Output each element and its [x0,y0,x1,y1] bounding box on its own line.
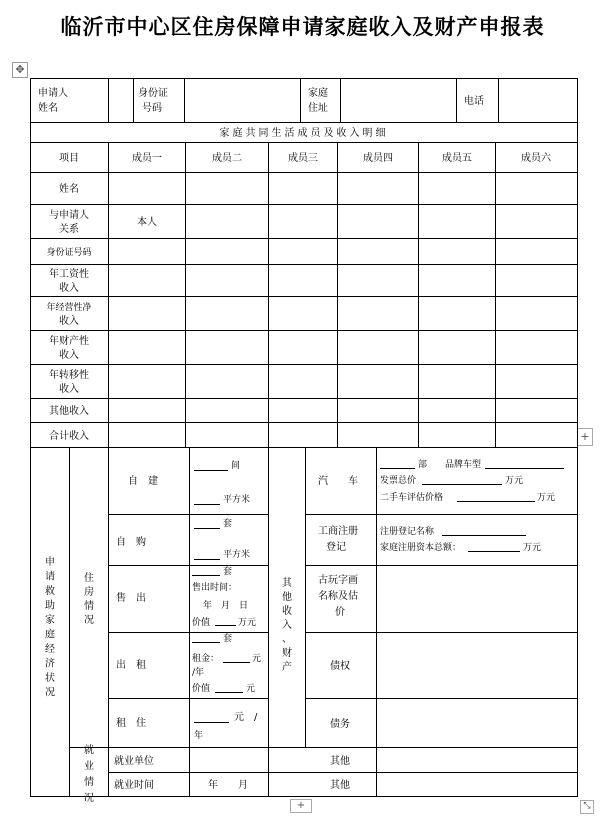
business-reg-label: 工商注册 [318,526,358,537]
row-property: 年财产性 [49,336,89,347]
antique-label: 古玩字画 [318,575,358,586]
reg-name-label: 注册登记名称 [380,527,435,537]
section-title: 家庭共同生活成员及收入明细 [219,128,389,139]
antique-label-2: 名称及估 [318,591,358,602]
home-address-label-2: 住址 [308,103,328,114]
home-address-label: 家庭 [308,88,328,99]
item-header: 项目 [59,153,79,164]
row-name: 姓名 [59,184,79,195]
second-hand-label: 二手车评估价格 [380,493,444,503]
econ-vertical-label: 申请救助家庭经济状况 [45,556,55,699]
other-assets-1-label: 其他 [330,756,350,767]
purchased-sets-unit: 套 [223,519,233,529]
sold-value-unit: 万元 [238,618,257,628]
resize-icon[interactable]: ⤡ [580,800,594,814]
row-other-income: 其他收入 [49,406,89,417]
employment-time-label: 就业时间 [114,780,154,791]
employer-label: 就业单位 [114,756,154,767]
housing-vertical-label: 住房情况 [84,573,94,626]
sold-time-label: 售出时间： [192,583,238,593]
row-relation-2: 关系 [59,224,79,235]
other-assets-vertical-label: 其他收入、财产 [282,578,292,673]
phone-label: 电话 [464,96,484,107]
rent-value-unit: 元 [246,684,256,694]
member-1-header: 成员一 [132,153,162,164]
applicant-name-label: 申请人 [38,88,68,99]
rent-value-label: 价值 [192,684,211,694]
claims-label: 债权 [330,661,350,672]
rent-in-label: 租 住 [116,718,146,729]
row-total-income: 合计收入 [49,431,89,442]
reg-capital-unit: 万元 [523,543,542,553]
employment-vertical-label: 就业情况 [84,745,94,804]
self-built-area-unit: 平方米 [223,495,251,505]
sold-value-label: 价值 [192,618,211,628]
self-built-label: 自 建 [128,476,158,487]
add-row-plus-icon[interactable]: + [290,799,312,813]
id-number-label: 身份证 [138,88,168,99]
row-transfer: 年转移性 [49,370,89,381]
rent-year: /年 [192,668,205,678]
rent-label: 租金： [192,654,220,664]
row-wage-2: 收入 [59,283,79,294]
invoice-label: 发票总价 [380,476,417,486]
relation-value: 本人 [137,217,157,228]
move-icon[interactable]: ✥ [12,62,28,78]
row-transfer-2: 收入 [59,384,79,395]
row-business: 年经营性净 [46,303,92,313]
member-2-header: 成员二 [212,153,242,164]
rent-out-sets-unit: 套 [223,634,233,644]
sold-date: 年 月 日 [203,601,249,611]
employment-time-value: 年 月 [208,780,248,791]
invoice-unit: 万元 [505,476,524,486]
self-built-rooms-unit: 间 [231,461,241,471]
applicant-name-label-2: 姓名 [38,103,58,114]
member-4-header: 成员四 [363,153,393,164]
car-brand-label: 品牌车型 [445,460,482,470]
other-assets-2-label: 其他 [330,780,350,791]
add-column-plus-icon[interactable]: + [577,428,593,446]
member-3-header: 成员三 [288,153,318,164]
second-hand-unit: 万元 [537,493,556,503]
sold-label: 售 出 [116,593,146,604]
form-title: 临沂市中心区住房保障申请家庭收入及财产申报表 [60,15,545,39]
id-number-label-2: 号码 [142,103,162,114]
row-property-2: 收入 [59,350,79,361]
purchased-area-unit: 平方米 [223,550,251,560]
car-label: 汽 车 [318,476,358,487]
declaration-table [30,78,578,804]
row-wage: 年工资性 [49,269,89,280]
row-relation: 与申请人 [49,210,89,221]
member-6-header: 成员六 [521,153,551,164]
rent-unit: 元 [252,654,262,664]
member-5-header: 成员五 [442,153,472,164]
row-id-number: 身份证号码 [46,248,92,258]
reg-capital-label: 家庭注册资本总额： [380,543,462,553]
car-count-unit: 部 [418,460,428,470]
antique-label-3: 价 [335,607,345,618]
business-reg-label-2: 登记 [326,542,346,553]
rent-in-year: 年 [194,731,204,741]
purchased-label: 自 购 [116,537,146,548]
rent-out-label: 出 租 [116,660,146,671]
debts-label: 债务 [330,719,350,730]
grid-lines [30,78,578,797]
sold-sets-unit: 套 [223,567,233,577]
row-business-2: 收入 [59,316,79,327]
rent-in-unit: 元 / [234,712,258,723]
